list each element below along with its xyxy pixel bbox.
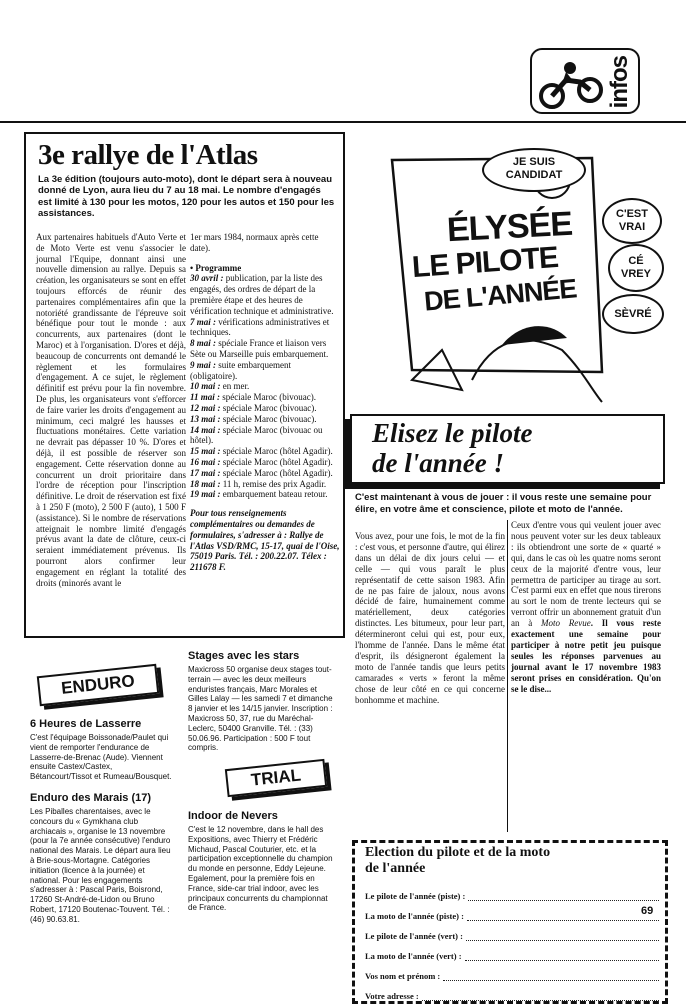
atlas-lead: La 3e édition (toujours auto-moto), dont le départ sera à nouveau donné de Lyon, aura lieu du 7 au 18 mai. Le nombre d'engagés est limité à 130 pour les motos, 120 pour les autos et 150 pour les assistances. — [38, 174, 335, 220]
elisez-col2-b: . Il vous reste exactement une semaine pour participer à notre petit jeu puisque seules les réponses parvenues au journal avant le 17 novembre 1983 seront prises en considération. Qu'on se le dise... — [511, 618, 661, 694]
form-field-row[interactable] — [365, 901, 659, 921]
elisez-col2-a: Ceux d'entre vous qui veulent jouer avec nous peuvent voter sur les deux tableaux : ils obtiendront une sorte de « quarté » qui, dans le cas où les quatre noms seront ceux de la majorité d'entre vous, leur permettra de participer au tirage au sort. C'est parmi eux en effet que nous tirerons au sort le nom de trente lecteurs qui se verront offrir un abonnement gratuit d'un an à — [511, 520, 661, 629]
atlas-col2 — [190, 232, 340, 573]
atlas-title: 3e rallye de l'Atlas — [38, 139, 258, 171]
elisez-title2: de l'année ! — [372, 448, 504, 478]
elisez-title1: Elisez le pilote — [372, 418, 533, 448]
atlas-col1: Aux partenaires habituels d'Auto Verte et de Moto Verte est venu s'associer le journal l'Equipe, donnant ainsi une nouvelle dimension au rallye. Depuis sa création, les organisateurs se sont en effet toujours efforcés de réunir des partenaires complémentaires afin que la notoriété grandissante de l'épreuve soit bénéfique pour tout le monde : aux concurrents, aux partenaires (dont le Maroc) et à l'organisation. D'ores et déjà, beaucoup de concurrents ont demandé le règlement et les formulaires d'engagement. A ce sujet, le règlement définitif est prévu pour la fin novembre. De plus, les organisateurs vont s'efforcer de faire varier les droits d'engagement au minimum, ceci malgré les hausses et fluctuations monétaires. Cette variation ne devrait pas dépasser 10 %. D'ores et déjà, il est possible de réserver son engagement. Cette réservation donne au concurrent un droit prioritaire dans l'ordre de réception pour l'inscription définitive. Le droit de réservation est fixé à 1 250 F (moto), 2 500 F (auto), 1 500 F (assistance). Si le nombre de réservations atteignait le nombre limité d'engagés prévus avant la date de clôture, ceux-ci seraient immédiatement prévenus. Ils pourront alors confirmer leur engagement en réglant la totalité des droits (minorés avant le — [36, 232, 186, 588]
elisez-lead: C'est maintenant à vous de jouer : il vous reste une semaine pour élire, en votre âme et conscience, pilote et moto de l'année. — [355, 492, 652, 515]
programme-date: 30 avril : — [190, 273, 224, 284]
form-field-label: La moto de l'année (piste) : — [365, 911, 464, 921]
programme-item — [190, 338, 340, 360]
header-rule — [0, 121, 686, 123]
trial-block — [188, 810, 338, 913]
form-field-input[interactable] — [422, 992, 659, 1001]
programme-text: spéciale Maroc (hôtel Agadir). — [220, 456, 333, 467]
programme-date: 11 mai : — [190, 392, 221, 403]
section-tag: infos — [606, 56, 633, 109]
atlas-box — [24, 132, 345, 638]
programme-text: en mer. — [220, 381, 250, 392]
form-field-label: Votre adresse : — [365, 991, 419, 1001]
bubble-vrey-text: CÉ VREY — [621, 255, 651, 280]
programme-date: 8 mai : — [190, 338, 216, 349]
elisez-title-box — [350, 414, 665, 484]
programme-item — [190, 403, 340, 414]
vote-form — [352, 840, 668, 1004]
sign-line3: DE L'ANNÉE — [422, 273, 578, 317]
bubble-vrai-text: C'EST VRAI — [616, 208, 648, 233]
form-fields — [365, 881, 659, 1001]
atlas-col2-start: 1er mars 1984, normaux après cette date). — [190, 232, 319, 253]
enduro-h1: 6 Heures de Lasserre — [30, 718, 142, 730]
programme-date: 14 mai : — [190, 424, 221, 435]
form-field-input[interactable] — [466, 932, 659, 941]
infos-logo — [530, 48, 640, 114]
form-field-row[interactable] — [365, 881, 659, 901]
programme-item — [190, 468, 340, 479]
elisez-col1: Vous avez, pour une fois, le mot de la fin : c'est vous, et personne d'autre, qui élirez dans un délai de dix jours celui — et celle — qui vous paraît le plus représentatif de cette saison 1983. Afin de ne pas faire de jaloux, nous avons décidé de faire, humainement comme matériellement, deux catégories distinctes. Les bitumeux, pour leur part, détermineront celui qui est, pour eux, l'homme de l'année. Dans le même état d'esprit, ils désigneront également la moto de l'année tandis que leurs petits camarades « verts » feront la même chose de leur côté en ce qui concerne bonhomme et machine. — [355, 531, 505, 705]
form-title1: Election du pilote et de la moto — [365, 845, 551, 860]
form-title2: de l'année — [365, 861, 426, 876]
stages-h: Stages avec les stars — [188, 650, 300, 662]
stages-block — [188, 650, 338, 753]
sign-line2: LE PILOTE — [410, 240, 559, 285]
form-field-label: La moto de l'année (vert) : — [365, 951, 462, 961]
programme-text: suite embarquement (obligatoire). — [190, 359, 291, 381]
elisez-col-divider — [507, 520, 508, 832]
form-field-input[interactable] — [468, 892, 659, 901]
programme-date: 13 mai : — [190, 413, 221, 424]
programme-text: spéciale Maroc (hôtel Agadir). — [220, 467, 333, 478]
programme-text: spéciale Maroc (bivouac). — [220, 402, 317, 413]
programme-title: • Programme — [190, 262, 242, 273]
programme-date: 19 mai : — [190, 489, 221, 500]
programme-text: spéciale Maroc (hôtel Agadir). — [220, 446, 333, 457]
bubble-candidat-text: JE SUIS CANDIDAT — [505, 156, 563, 181]
programme-text: spéciale Maroc (bivouac). — [220, 413, 317, 424]
programme-date: 9 mai : — [190, 359, 216, 370]
form-field-input[interactable] — [467, 912, 659, 921]
programme-list — [190, 273, 340, 500]
programme-item — [190, 392, 340, 403]
programme-date: 12 mai : — [190, 402, 221, 413]
page-number: 69 — [641, 905, 654, 917]
bubble-candidat — [482, 148, 586, 192]
programme-item — [190, 414, 340, 425]
atlas-contact: Pour tous renseignements complémentaires ou demandes de formulaires, s'adresser à : Rallye de l'Atlas VSD/RMC, 15-17, quai de l'Oise, 75019 Paris. Tél. : 200.22.07. Télex : 211678 F. — [190, 508, 340, 573]
programme-item — [190, 479, 340, 490]
programme-date: 17 mai : — [190, 467, 221, 478]
form-field-label: Vos nom et prénom : — [365, 971, 441, 981]
trial-tag: TRIAL — [225, 759, 327, 797]
cartoon — [352, 140, 670, 408]
form-field-input[interactable] — [465, 952, 659, 961]
enduro-block — [30, 718, 176, 925]
bubble-sevre — [602, 294, 664, 334]
elisez-col2 — [511, 520, 661, 695]
motorbike-icon — [536, 56, 606, 110]
programme-text: publication, par la liste des engagés, des ordres de départ de la première étape et des heures de vérification technique et administrative. — [190, 273, 334, 316]
programme-text: vérifications administratives et techniques. — [190, 316, 330, 338]
programme-text: embarquement bateau retour. — [220, 489, 328, 500]
programme-item — [190, 489, 340, 500]
elisez-col2-mag: Moto Revue — [540, 618, 591, 629]
bubble-vrey — [608, 244, 664, 292]
programme-item — [190, 446, 340, 457]
form-field-row[interactable] — [365, 941, 659, 961]
stages-p: Maxicross 50 organise deux stages tout-terrain — avec les deux meilleurs enduristes français, Marc Morales et Gilles Lalay — les samedi 7 et dimanche 8 janvier et les 14/15 janvier. Inscription : Maxicross 50, 37, rue du Maréchal-Leclerc, 50400 Granville. Tél. : (33) 50.06.96. Participation : 500 F tout compris. — [188, 665, 333, 753]
bubble-sevre-text: SÈVRÉ — [614, 308, 652, 320]
programme-date: 10 mai : — [190, 381, 221, 392]
programme-date: 15 mai : — [190, 446, 221, 457]
programme-date: 18 mai : — [190, 478, 221, 489]
programme-item — [190, 381, 340, 392]
form-field-label: Le pilote de l'année (vert) : — [365, 931, 463, 941]
programme-item — [190, 457, 340, 468]
programme-date: 16 mai : — [190, 456, 221, 467]
enduro-tag: ENDURO — [37, 664, 159, 706]
enduro-h2: Enduro des Marais (17) — [30, 791, 152, 804]
programme-date: 7 mai : — [190, 316, 216, 327]
form-field-label: Le pilote de l'année (piste) : — [365, 891, 466, 901]
programme-item — [190, 317, 340, 339]
form-field-input[interactable] — [443, 972, 659, 981]
bubble-vrai — [602, 198, 662, 244]
programme-item — [190, 273, 340, 316]
programme-text: spéciale Maroc (bivouac). — [220, 392, 316, 403]
enduro-p2: Les Piballes charentaises, avec le concours du « Gymkhana club archiacais », organise le 13 novembre (pour la 7e année consécutive) l'enduro national des Marais. Le départ aura lieu à Brie-sous-Mortagne. Catégories initiation (licence à la journée) et national. Pour les engagements s'adresser à : Pascal Paris, Boisrond, 17260 St-André-de-Lidon ou Bruno Robert, 17120 Boutenac-Touvent. Tél. : (46) 90.63.81. — [30, 806, 171, 924]
programme-text: 11 h, remise des prix Agadir. — [220, 478, 327, 489]
programme-text: spéciale Maroc (bivouac ou hôtel). — [190, 424, 323, 446]
programme-item — [190, 360, 340, 382]
form-field-row[interactable] — [365, 961, 659, 981]
enduro-p1: C'est l'équipage Boissonade/Paulet qui vient de remporter l'endurance de Lasserre-de-Brenac (Aude). Viennent ensuite Castex/Castex, Bétancourt/Tissot et Rumeau/Bousquet. — [30, 733, 172, 782]
programme-item — [190, 425, 340, 447]
form-field-row[interactable] — [365, 921, 659, 941]
form-field-row[interactable] — [365, 981, 659, 1001]
trial-h: Indoor de Nevers — [188, 810, 278, 822]
sign-line1: ÉLYSÉE — [446, 204, 573, 250]
programme-text: spéciale France et liaison vers Sète ou Marseille puis embarquement. — [190, 338, 329, 359]
trial-p: C'est le 12 novembre, dans le hall des Expositions, avec Thierry et Frédéric Michaud, Pascal Couturier, etc. et la participation exceptionnelle du champion du monde en personne, Eddy Lejeune. Egalement, pour la première fois en France, side-car trial indoor, avec les principaux concurrents du championnat de France. — [188, 825, 333, 913]
